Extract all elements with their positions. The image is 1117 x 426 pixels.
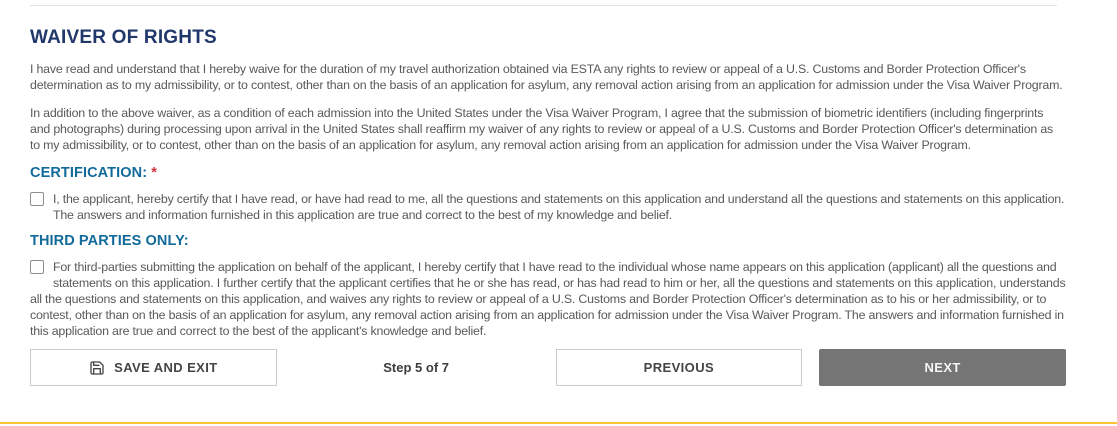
required-marker: * xyxy=(151,165,158,181)
bottom-accent-line xyxy=(0,422,1117,424)
third-parties-checkbox[interactable] xyxy=(30,260,44,274)
previous-button-label: PREVIOUS xyxy=(643,360,715,375)
waiver-paragraph-1: I have read and understand that I hereby waive for the duration of my travel authorization obtained via ESTA any rights to review or appeal of a U.S. Customs and Border Protection Officer's determination as to my admissibility, or to contest, other than on the basis of an application for asylum, any removal action arising from an application for admission under the Visa Waiver Program. xyxy=(30,62,1063,92)
certification-heading xyxy=(30,165,1066,181)
certification-heading-text: CERTIFICATION: xyxy=(30,165,148,181)
previous-button[interactable] xyxy=(556,349,803,386)
next-button-label: NEXT xyxy=(924,360,961,375)
page-title: WAIVER OF RIGHTS xyxy=(30,27,217,48)
waiver-paragraph-2: In addition to the above waiver, as a condition of each admission into the United States under the Visa Waiver Program, I agree that the submission of biometric identifiers (including fingerprints and photographs) during processing upon arrival in the United States shall reaffirm my waiver of any rights to review or appeal of a U.S. Customs and Border Protection Officer's determination as to my admissibility, or to contest, other than on the basis of an application for asylum, any removal action arising from an application for admission under the Visa Waiver Program. xyxy=(30,106,1054,152)
certification-checkbox-label: I, the applicant, hereby certify that I have read, or have had read to me, all the questions and statements on this application and understand all the questions and statements on this application. The answers and information furnished in this application are true and correct to the best of my knowledge and belief. xyxy=(53,192,1065,222)
certification-checkbox-row xyxy=(30,191,1066,223)
certification-checkbox[interactable] xyxy=(30,192,44,206)
next-button[interactable] xyxy=(819,349,1066,386)
step-indicator: Step 5 of 7 xyxy=(383,360,449,375)
third-parties-heading: THIRD PARTIES ONLY: xyxy=(30,233,189,249)
save-and-exit-button[interactable] xyxy=(30,349,277,386)
third-parties-checkbox-label: For third-parties submitting the application on behalf of the applicant, I hereby certify that I have read to the individual whose name appears on this application (applicant) all the questions and statements on this application. I further certify that the applicant certifies that he or she has read, or has had read to him or her, all the questions and statements on this application, understands all the questions and statements on this application, and waives any rights to review or appeal of a U.S. Customs and Border Protection Officer's determination as to his or her admissibility, or to contest, other than on the basis of an application for asylum, any removal action arising from an application for admission under the Visa Waiver Program. The answers and information furnished in this application are true and correct to the best of the applicant's knowledge and belief. xyxy=(30,260,1066,338)
waiver-of-rights-section xyxy=(30,0,1066,386)
top-divider xyxy=(30,5,1057,6)
save-and-exit-label: SAVE AND EXIT xyxy=(114,360,218,375)
save-icon xyxy=(89,360,105,376)
form-navigation-footer xyxy=(30,349,1066,386)
third-parties-checkbox-row xyxy=(30,259,1066,339)
